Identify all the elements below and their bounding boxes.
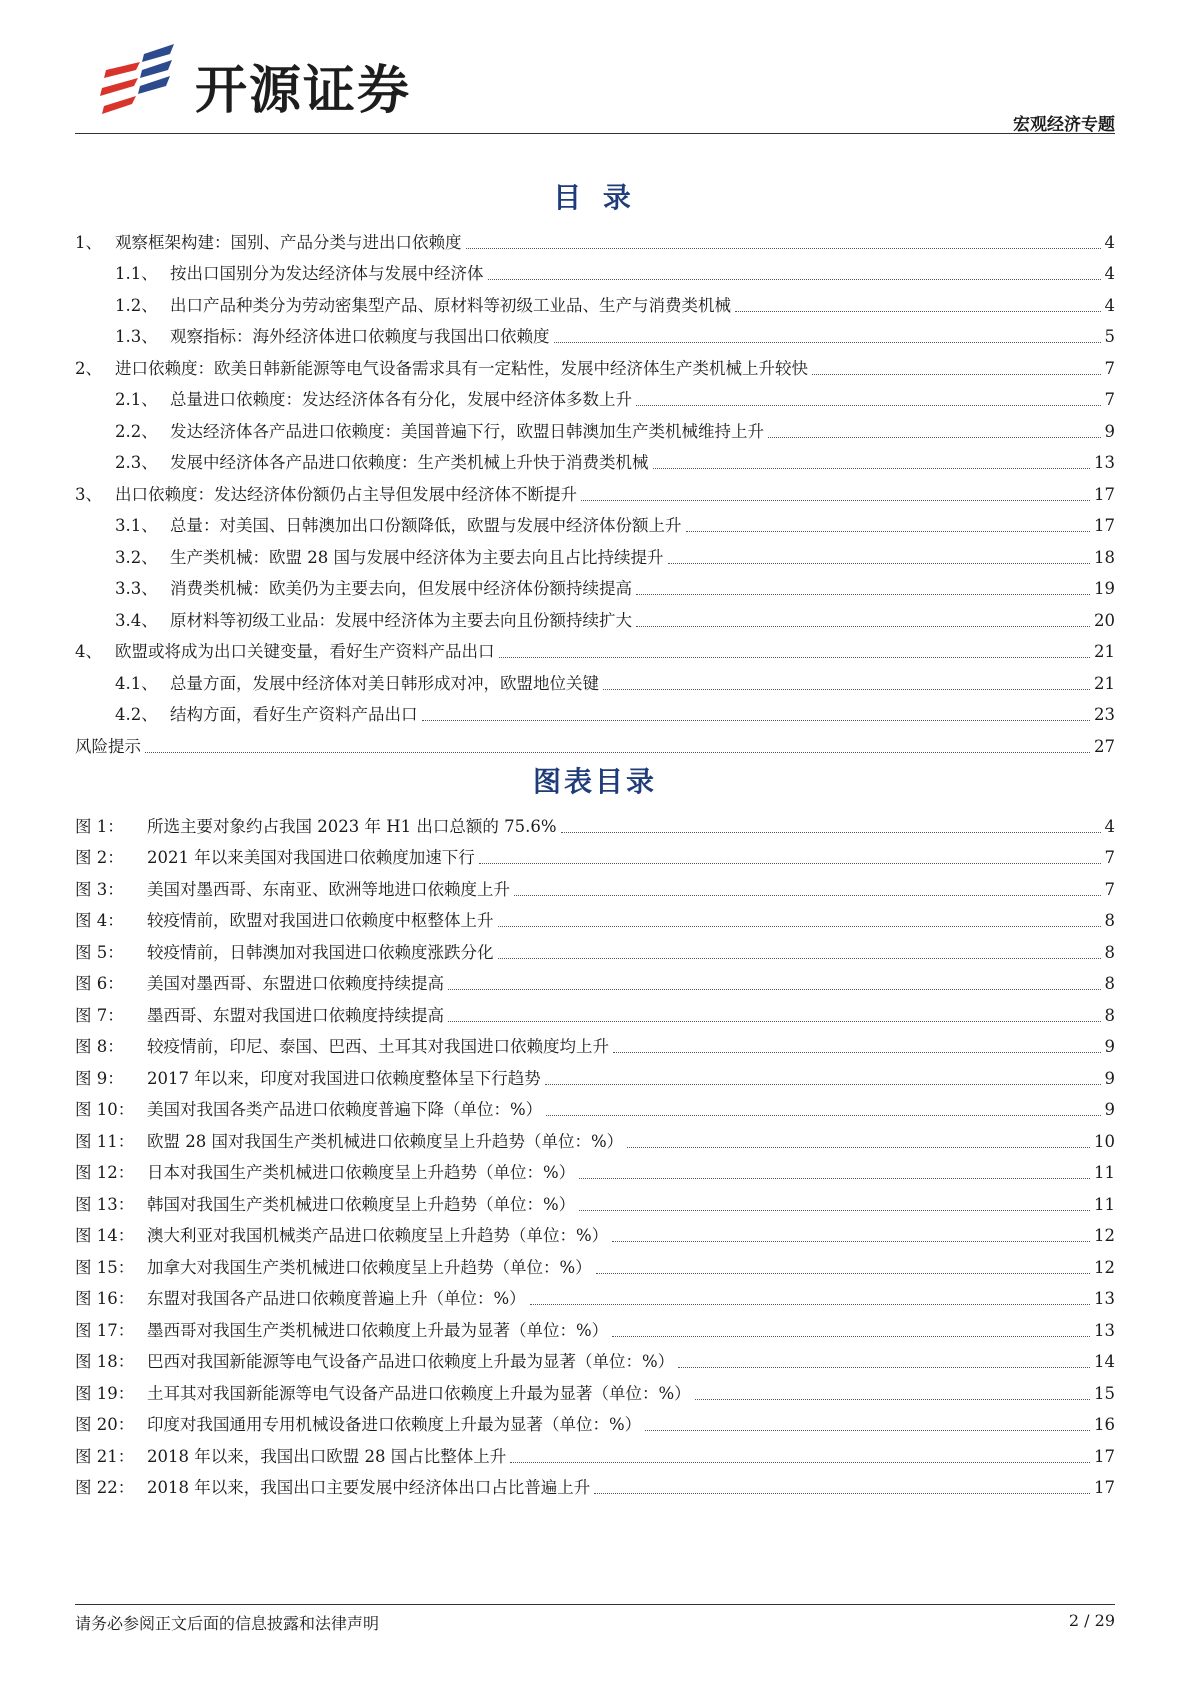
dot-leader <box>554 342 1101 343</box>
dot-leader <box>466 248 1101 249</box>
figure-number: 图 2： <box>75 848 124 867</box>
figure-label: 2018 年以来，我国出口欧盟 28 国占比整体上升 <box>147 1446 507 1466</box>
dot-leader <box>145 752 1090 753</box>
figure-page: 9 <box>1104 1068 1115 1088</box>
figure-number: 图 15： <box>75 1257 135 1277</box>
footer-divider <box>75 1604 1115 1605</box>
dot-leader <box>448 989 1101 990</box>
figure-page: 8 <box>1104 974 1115 993</box>
figure-entry[interactable] <box>75 1184 1115 1216</box>
toc-entry[interactable] <box>75 474 1115 506</box>
dot-leader <box>612 1336 1090 1337</box>
figure-page: 8 <box>1104 942 1115 962</box>
toc-number: 1.1、 <box>115 264 158 283</box>
toc-label: 观察框架构建：国别、产品分类与进出口依赖度 <box>115 232 462 252</box>
figure-label: 2017 年以来，印度对我国进口依赖度整体呈下行趋势 <box>147 1068 541 1088</box>
dot-leader <box>561 832 1101 833</box>
dot-leader <box>636 626 1090 627</box>
figure-entry[interactable] <box>75 1090 1115 1122</box>
figure-label: 美国对墨西哥、东盟进口依赖度持续提高 <box>147 974 444 993</box>
brand-mark-icon <box>100 40 180 120</box>
toc-number: 4.2、 <box>115 705 158 724</box>
figure-number: 图 16： <box>75 1289 135 1308</box>
dot-leader <box>498 926 1101 927</box>
dot-leader <box>645 1430 1090 1431</box>
figure-label: 巴西对我国新能源等电气设备产品进口依赖度上升最为显著（单位：%） <box>147 1352 675 1371</box>
dot-leader <box>653 468 1091 469</box>
toc-label: 消费类机械：欧美仍为主要去向，但发展中经济体份额持续提高 <box>170 579 632 598</box>
figure-entry[interactable] <box>75 1405 1115 1437</box>
footer-disclaimer: 请务必参阅正文后面的信息披露和法律声明 <box>75 1614 380 1633</box>
dot-leader <box>812 374 1101 375</box>
toc-number: 3.4、 <box>115 610 158 630</box>
figure-entry[interactable] <box>75 869 1115 901</box>
figure-label: 日本对我国生产类机械进口依赖度呈上升趋势（单位：%） <box>147 1163 576 1182</box>
figure-entry[interactable] <box>75 1027 1115 1059</box>
figure-number: 图 8： <box>75 1037 124 1056</box>
dot-leader <box>636 594 1090 595</box>
figure-entry[interactable] <box>75 1058 1115 1090</box>
figure-entry[interactable] <box>75 1310 1115 1342</box>
toc-entry[interactable] <box>75 443 1115 475</box>
figure-label: 墨西哥对我国生产类机械进口依赖度上升最为显著（单位：%） <box>147 1320 609 1340</box>
toc-page: 20 <box>1094 610 1115 630</box>
figure-label: 较疫情前，日韩澳加对我国进口依赖度涨跌分化 <box>147 942 494 962</box>
toc-page: 5 <box>1104 327 1115 346</box>
figure-number: 图 18： <box>75 1352 135 1371</box>
toc-page: 9 <box>1104 421 1115 441</box>
toc-title: 目 录 <box>553 181 637 214</box>
toc-entry[interactable] <box>75 411 1115 443</box>
figure-page: 10 <box>1094 1131 1115 1151</box>
toc-number: 1.3、 <box>115 327 158 346</box>
toc-page: 21 <box>1094 642 1115 661</box>
figure-page: 13 <box>1094 1289 1115 1308</box>
dot-leader <box>579 1210 1090 1211</box>
figure-label: 美国对我国各类产品进口依赖度普遍下降（单位：%） <box>147 1100 543 1119</box>
page-header <box>75 30 1115 134</box>
figure-number: 图 20： <box>75 1415 135 1434</box>
figure-number: 图 14： <box>75 1226 135 1245</box>
figure-page: 7 <box>1104 879 1115 899</box>
dot-leader <box>530 1304 1090 1305</box>
dot-leader <box>498 958 1101 959</box>
toc-page: 7 <box>1104 390 1115 409</box>
figure-page: 16 <box>1094 1415 1115 1434</box>
figure-page: 9 <box>1104 1100 1115 1119</box>
toc-number: 3、 <box>75 484 102 504</box>
toc-number: 3.3、 <box>115 579 158 598</box>
figure-label: 印度对我国通用专用机械设备进口依赖度上升最为显著（单位：%） <box>147 1415 642 1434</box>
toc-entry[interactable] <box>75 537 1115 569</box>
dot-leader <box>479 863 1101 864</box>
toc-page: 21 <box>1094 673 1115 693</box>
figure-number: 图 10： <box>75 1100 135 1119</box>
figure-number: 图 5： <box>75 942 124 962</box>
dot-leader <box>581 500 1090 501</box>
toc-page: 4 <box>1104 295 1115 315</box>
toc-entry[interactable] <box>75 254 1115 286</box>
dot-leader <box>510 1462 1090 1463</box>
figure-number: 图 11： <box>75 1131 135 1151</box>
toc-entry[interactable] <box>75 380 1115 412</box>
toc-label: 生产类机械：欧盟 28 国与发展中经济体为主要去向且占比持续提升 <box>170 547 664 567</box>
figure-entry[interactable] <box>75 901 1115 933</box>
figure-page: 9 <box>1104 1037 1115 1056</box>
figure-number: 图 12： <box>75 1163 135 1182</box>
toc-entry[interactable] <box>75 569 1115 601</box>
toc-entry[interactable] <box>75 632 1115 664</box>
figure-number: 图 17： <box>75 1320 135 1340</box>
table-of-contents <box>75 222 1115 758</box>
dot-leader <box>603 689 1090 690</box>
dot-leader <box>579 1178 1090 1179</box>
figure-entry[interactable] <box>75 964 1115 996</box>
header-divider <box>75 133 1115 134</box>
figure-entry[interactable] <box>75 1247 1115 1279</box>
dot-leader <box>488 279 1101 280</box>
toc-number: 3.2、 <box>115 547 158 567</box>
toc-label: 结构方面，看好生产资料产品出口 <box>170 705 418 724</box>
figure-page: 8 <box>1104 911 1115 930</box>
dot-leader <box>514 895 1101 896</box>
figure-label: 所选主要对象约占我国 2023 年 H1 出口总额的 75.6% <box>147 816 557 836</box>
figure-page: 17 <box>1094 1446 1115 1466</box>
dot-leader <box>613 1052 1101 1053</box>
figure-entry[interactable] <box>75 1436 1115 1468</box>
figure-label: 墨西哥、东盟对我国进口依赖度持续提高 <box>147 1005 444 1025</box>
toc-page: 17 <box>1094 516 1115 535</box>
dot-leader <box>545 1084 1101 1085</box>
figure-number: 图 13： <box>75 1194 135 1214</box>
dot-leader <box>499 657 1091 658</box>
toc-page: 13 <box>1094 453 1115 472</box>
brand-logo <box>100 38 500 128</box>
toc-number: 1、 <box>75 232 102 252</box>
toc-number: 2.3、 <box>115 453 158 472</box>
figure-number: 图 7： <box>75 1005 124 1025</box>
figure-number: 图 9： <box>75 1068 124 1088</box>
toc-entry[interactable] <box>75 600 1115 632</box>
figure-number: 图 1： <box>75 816 124 836</box>
toc-label: 出口依赖度：发达经济体份额仍占主导但发展中经济体不断提升 <box>115 484 577 504</box>
toc-page: 19 <box>1094 579 1115 598</box>
toc-label: 风险提示 <box>75 736 141 756</box>
figure-number: 图 22： <box>75 1478 135 1497</box>
figure-entry[interactable] <box>75 806 1115 838</box>
figure-entry[interactable] <box>75 1373 1115 1405</box>
figure-page: 4 <box>1104 816 1115 836</box>
figure-entry[interactable] <box>75 995 1115 1027</box>
toc-number: 2、 <box>75 358 102 378</box>
dot-leader <box>636 405 1101 406</box>
toc-number: 2.2、 <box>115 421 158 441</box>
toc-number: 3.1、 <box>115 516 158 535</box>
figure-label: 美国对墨西哥、东南亚、欧洲等地进口依赖度上升 <box>147 879 510 899</box>
figure-entry[interactable] <box>75 1342 1115 1374</box>
figure-number: 图 3： <box>75 879 124 899</box>
figure-label: 较疫情前，印尼、泰国、巴西、土耳其对我国进口依赖度均上升 <box>147 1037 609 1056</box>
figure-page: 11 <box>1094 1163 1115 1182</box>
page-number: 2 / 29 <box>1068 1611 1115 1630</box>
toc-label: 按出口国别分为发达经济体与发展中经济体 <box>170 264 484 283</box>
dot-leader <box>627 1147 1090 1148</box>
toc-page: 17 <box>1094 484 1115 504</box>
toc-number: 1.2、 <box>115 295 158 315</box>
toc-entry[interactable] <box>75 506 1115 538</box>
figure-number: 图 21： <box>75 1446 135 1466</box>
toc-label: 进口依赖度：欧美日韩新能源等电气设备需求具有一定粘性，发展中经济体生产类机械上升较快 <box>115 358 808 378</box>
figure-label: 澳大利亚对我国机械类产品进口依赖度呈上升趋势（单位：%） <box>147 1226 609 1245</box>
dot-leader <box>612 1241 1090 1242</box>
dot-leader <box>678 1367 1090 1368</box>
figure-page: 13 <box>1094 1320 1115 1340</box>
toc-entry[interactable] <box>75 317 1115 349</box>
dot-leader <box>596 1273 1090 1274</box>
figure-entry[interactable] <box>75 838 1115 870</box>
toc-entry[interactable] <box>75 695 1115 727</box>
figure-number: 图 6： <box>75 974 124 993</box>
figure-label: 2021 年以来美国对我国进口依赖度加速下行 <box>147 848 475 867</box>
toc-label: 原材料等初级工业品：发展中经济体为主要去向且份额持续扩大 <box>170 610 632 630</box>
toc-label: 发达经济体各产品进口依赖度：美国普遍下行，欧盟日韩澳加生产类机械维持上升 <box>170 421 764 441</box>
figure-label: 东盟对我国各产品进口依赖度普遍上升（单位：%） <box>147 1289 526 1308</box>
figure-entry[interactable] <box>75 1468 1115 1500</box>
figure-page: 8 <box>1104 1005 1115 1025</box>
figure-page: 12 <box>1094 1257 1115 1277</box>
dot-leader <box>422 720 1091 721</box>
toc-number: 2.1、 <box>115 390 158 409</box>
figure-entry[interactable] <box>75 1121 1115 1153</box>
toc-label: 观察指标：海外经济体进口依赖度与我国出口依赖度 <box>170 327 550 346</box>
dot-leader <box>686 531 1091 532</box>
toc-entry[interactable] <box>75 222 1115 254</box>
toc-label: 出口产品种类分为劳动密集型产品、原材料等初级工业品、生产与消费类机械 <box>170 295 731 315</box>
figure-label: 韩国对我国生产类机械进口依赖度呈上升趋势（单位：%） <box>147 1194 576 1214</box>
toc-entry[interactable] <box>75 285 1115 317</box>
figure-number: 图 19： <box>75 1383 135 1403</box>
toc-page: 27 <box>1094 736 1115 756</box>
figure-page: 15 <box>1094 1383 1115 1403</box>
toc-entry[interactable] <box>75 348 1115 380</box>
figure-label: 土耳其对我国新能源等电气设备产品进口依赖度上升最为显著（单位：%） <box>147 1383 691 1403</box>
figure-entry[interactable] <box>75 1216 1115 1248</box>
toc-entry[interactable] <box>75 663 1115 695</box>
figure-number: 图 4： <box>75 911 124 930</box>
dot-leader <box>768 437 1101 438</box>
toc-page: 4 <box>1104 264 1115 283</box>
figure-page: 17 <box>1094 1478 1115 1497</box>
toc-label: 总量：对美国、日韩澳加出口份额降低，欧盟与发展中经济体份额上升 <box>170 516 682 535</box>
toc-label: 发展中经济体各产品进口依赖度：生产类机械上升快于消费类机械 <box>170 453 649 472</box>
figure-entry[interactable] <box>75 1153 1115 1185</box>
figure-page: 7 <box>1104 848 1115 867</box>
toc-page: 4 <box>1104 232 1115 252</box>
figure-label: 加拿大对我国生产类机械进口依赖度呈上升趋势（单位：%） <box>147 1257 592 1277</box>
toc-page: 23 <box>1094 705 1115 724</box>
figure-list <box>75 806 1115 1499</box>
toc-number: 4.1、 <box>115 673 158 693</box>
dot-leader <box>594 1493 1090 1494</box>
dot-leader <box>668 563 1091 564</box>
toc-entry[interactable] <box>75 726 1115 758</box>
toc-page: 7 <box>1104 358 1115 378</box>
figure-page: 14 <box>1094 1352 1115 1371</box>
toc-label: 总量方面，发展中经济体对美日韩形成对冲，欧盟地位关键 <box>170 673 599 693</box>
toc-page: 18 <box>1094 547 1115 567</box>
figure-page: 12 <box>1094 1226 1115 1245</box>
figure-entry[interactable] <box>75 1279 1115 1311</box>
toc-number: 4、 <box>75 642 102 661</box>
dot-leader <box>448 1021 1101 1022</box>
brand-name: 开源证券 <box>195 61 412 121</box>
figure-label: 2018 年以来，我国出口主要发展中经济体出口占比普遍上升 <box>147 1478 591 1497</box>
dot-leader <box>546 1115 1100 1116</box>
toc-label: 总量进口依赖度：发达经济体各有分化，发展中经济体多数上升 <box>170 390 632 409</box>
dot-leader <box>695 1399 1090 1400</box>
figure-label: 欧盟 28 国对我国生产类机械进口依赖度呈上升趋势（单位：%） <box>147 1131 624 1151</box>
document-type-label: 宏观经济专题 <box>1013 115 1115 135</box>
figure-entry[interactable] <box>75 932 1115 964</box>
figure-page: 11 <box>1094 1194 1115 1214</box>
toc-label: 欧盟或将成为出口关键变量，看好生产资料产品出口 <box>115 642 495 661</box>
figure-label: 较疫情前，欧盟对我国进口依赖度中枢整体上升 <box>147 911 494 930</box>
figures-title: 图表目录 <box>532 765 657 798</box>
dot-leader <box>735 311 1101 312</box>
